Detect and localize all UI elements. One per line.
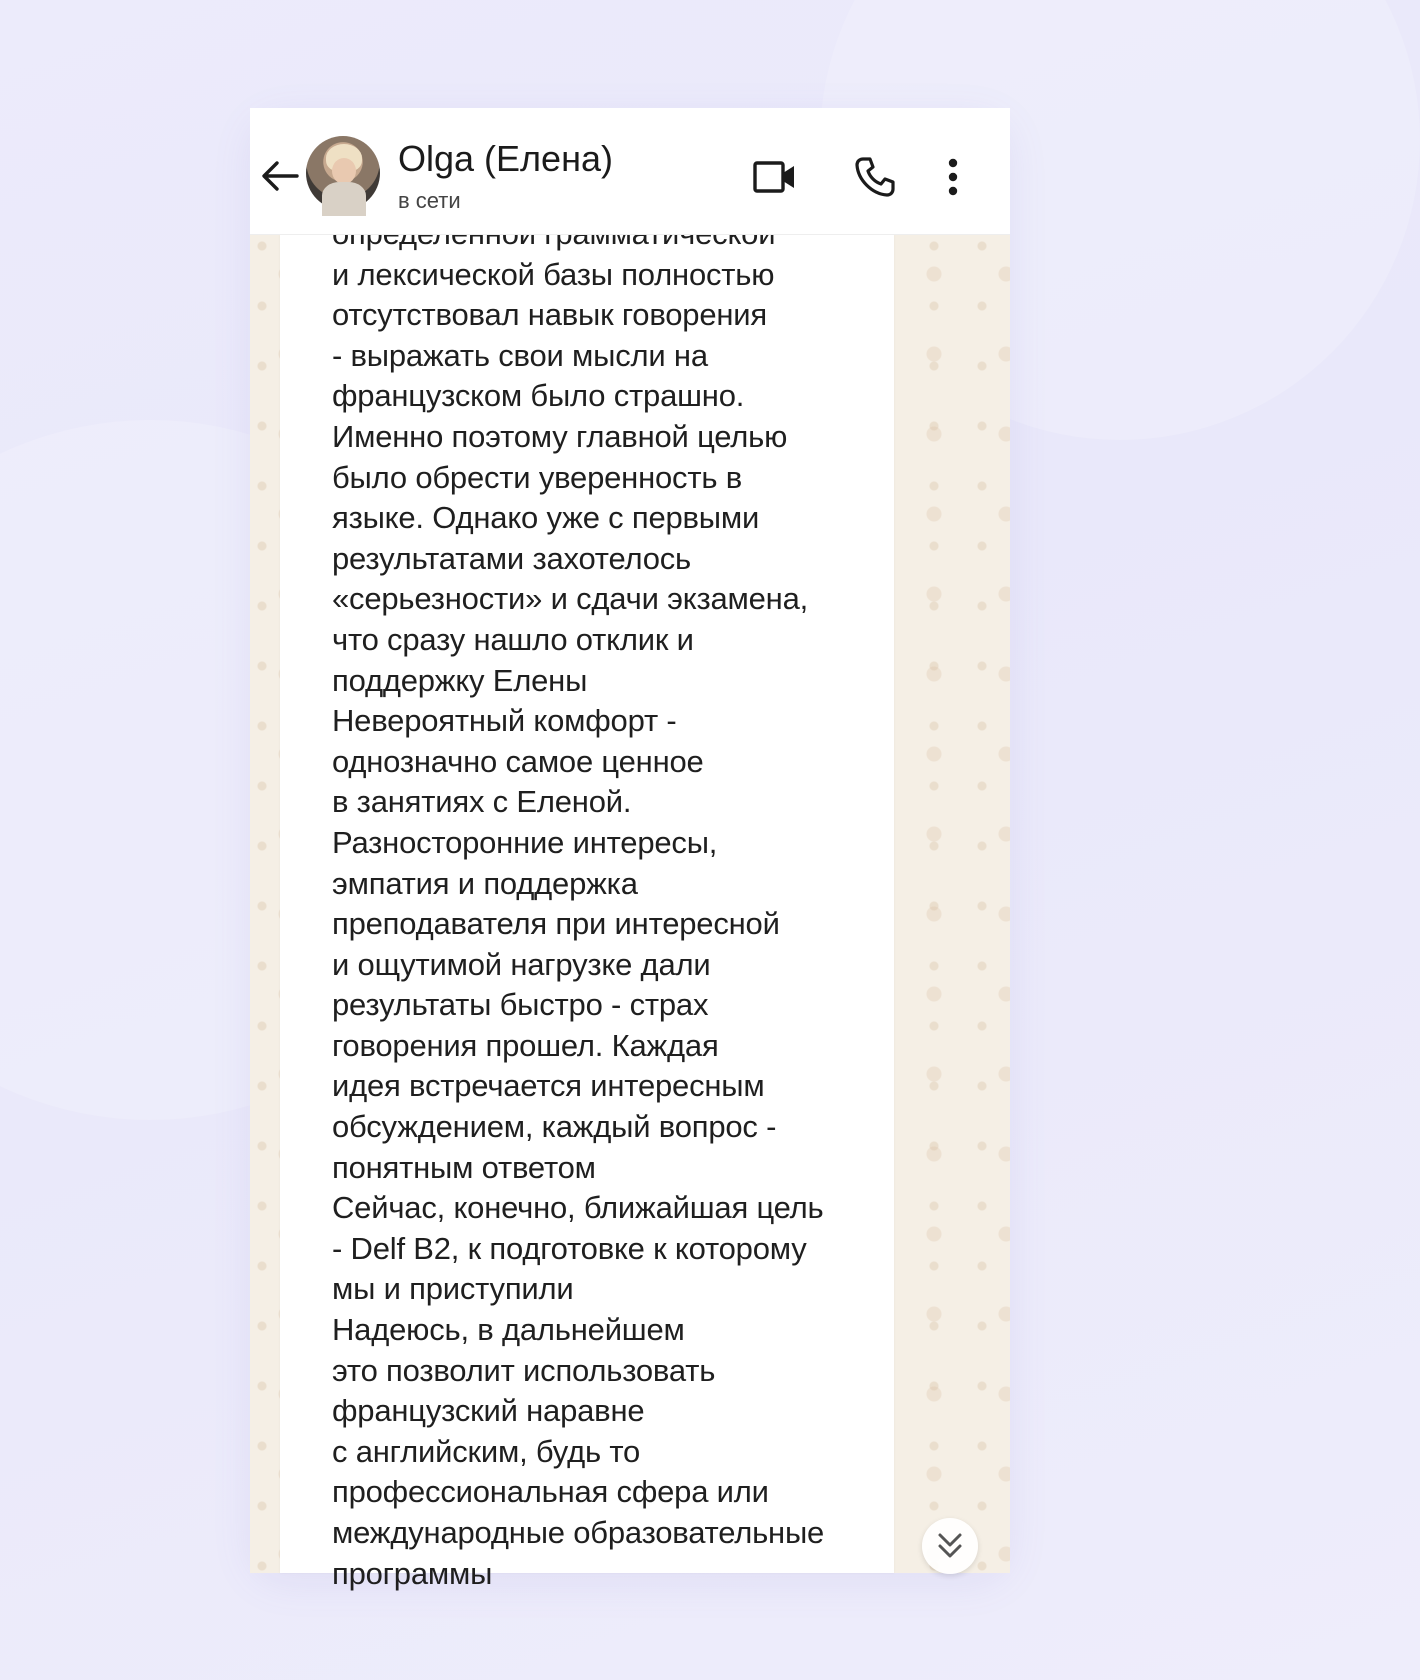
message-line: и лексической базы полностью xyxy=(332,256,775,292)
more-vertical-icon xyxy=(947,157,959,197)
message-line: Именно поэтому главной целью xyxy=(332,418,788,454)
more-options-button[interactable] xyxy=(928,152,978,202)
message-bubble[interactable] xyxy=(280,234,894,1591)
message-line: результаты быстро - страх xyxy=(332,987,709,1023)
message-line: языке. Однако уже с первыми xyxy=(332,500,760,536)
message-line: французский наравне xyxy=(332,1393,645,1429)
message-line: Разносторонние интересы, xyxy=(332,824,718,860)
video-call-button[interactable] xyxy=(750,152,800,202)
chat-window xyxy=(250,108,1010,1591)
phone-icon xyxy=(853,155,897,199)
message-line: это позволит использовать xyxy=(332,1352,716,1388)
chevrons-down-icon xyxy=(937,1531,963,1561)
message-line: преподавателя при интересной xyxy=(332,906,780,942)
voice-call-button[interactable] xyxy=(850,152,900,202)
message-line: однозначно самое ценное xyxy=(332,743,704,779)
message-line: было обрести уверенность в xyxy=(332,459,742,495)
message-line: поддержку Елены xyxy=(332,662,588,698)
avatar[interactable] xyxy=(306,136,380,210)
message-line: международные образовательные xyxy=(332,1515,825,1550)
message-line: и ощутимой нагрузке дали xyxy=(332,946,711,982)
chat-header xyxy=(250,108,1010,235)
contact-status: в сети xyxy=(398,188,461,213)
message-line: Невероятный комфорт - xyxy=(332,703,677,739)
message-line: Надеюсь, в дальнейшем xyxy=(332,1312,685,1348)
chat-area[interactable] xyxy=(250,234,1010,1591)
message-line: обсуждением, каждый вопрос - xyxy=(332,1109,777,1145)
back-button[interactable] xyxy=(260,156,300,196)
message-line: - выражать свои мысли на xyxy=(332,337,708,373)
arrow-left-icon xyxy=(261,159,299,193)
message-line: с английским, будь то xyxy=(332,1433,641,1469)
contact-name[interactable]: Olga (Елена) xyxy=(398,138,613,179)
message-line: «серьезности» и сдачи экзамена, xyxy=(332,581,809,617)
message-line: результатами захотелось xyxy=(332,540,691,576)
message-line: программы xyxy=(332,1555,493,1591)
video-camera-icon xyxy=(752,160,798,194)
message-line: французском было страшно. xyxy=(332,378,745,414)
message-line: профессиональная сфера или xyxy=(332,1474,769,1510)
message-line: мы и приступили xyxy=(332,1271,574,1307)
message-line: - Delf B2, к подготовке к которому xyxy=(332,1230,807,1266)
message-line: что сразу нашло отклик и xyxy=(332,621,694,657)
message-line: понятным ответом xyxy=(332,1149,596,1185)
message-line: эмпатия и поддержка xyxy=(332,865,638,901)
scroll-to-bottom-button[interactable] xyxy=(922,1518,978,1574)
message-line: идея встречается интересным xyxy=(332,1068,765,1104)
message-line: Сейчас, конечно, ближайшая цель xyxy=(332,1190,824,1226)
message-text xyxy=(332,214,922,1594)
message-line: отсутствовал навык говорения xyxy=(332,297,767,333)
message-line: в занятиях с Еленой. xyxy=(332,784,632,820)
message-line: говорения прошел. Каждая xyxy=(332,1027,719,1063)
